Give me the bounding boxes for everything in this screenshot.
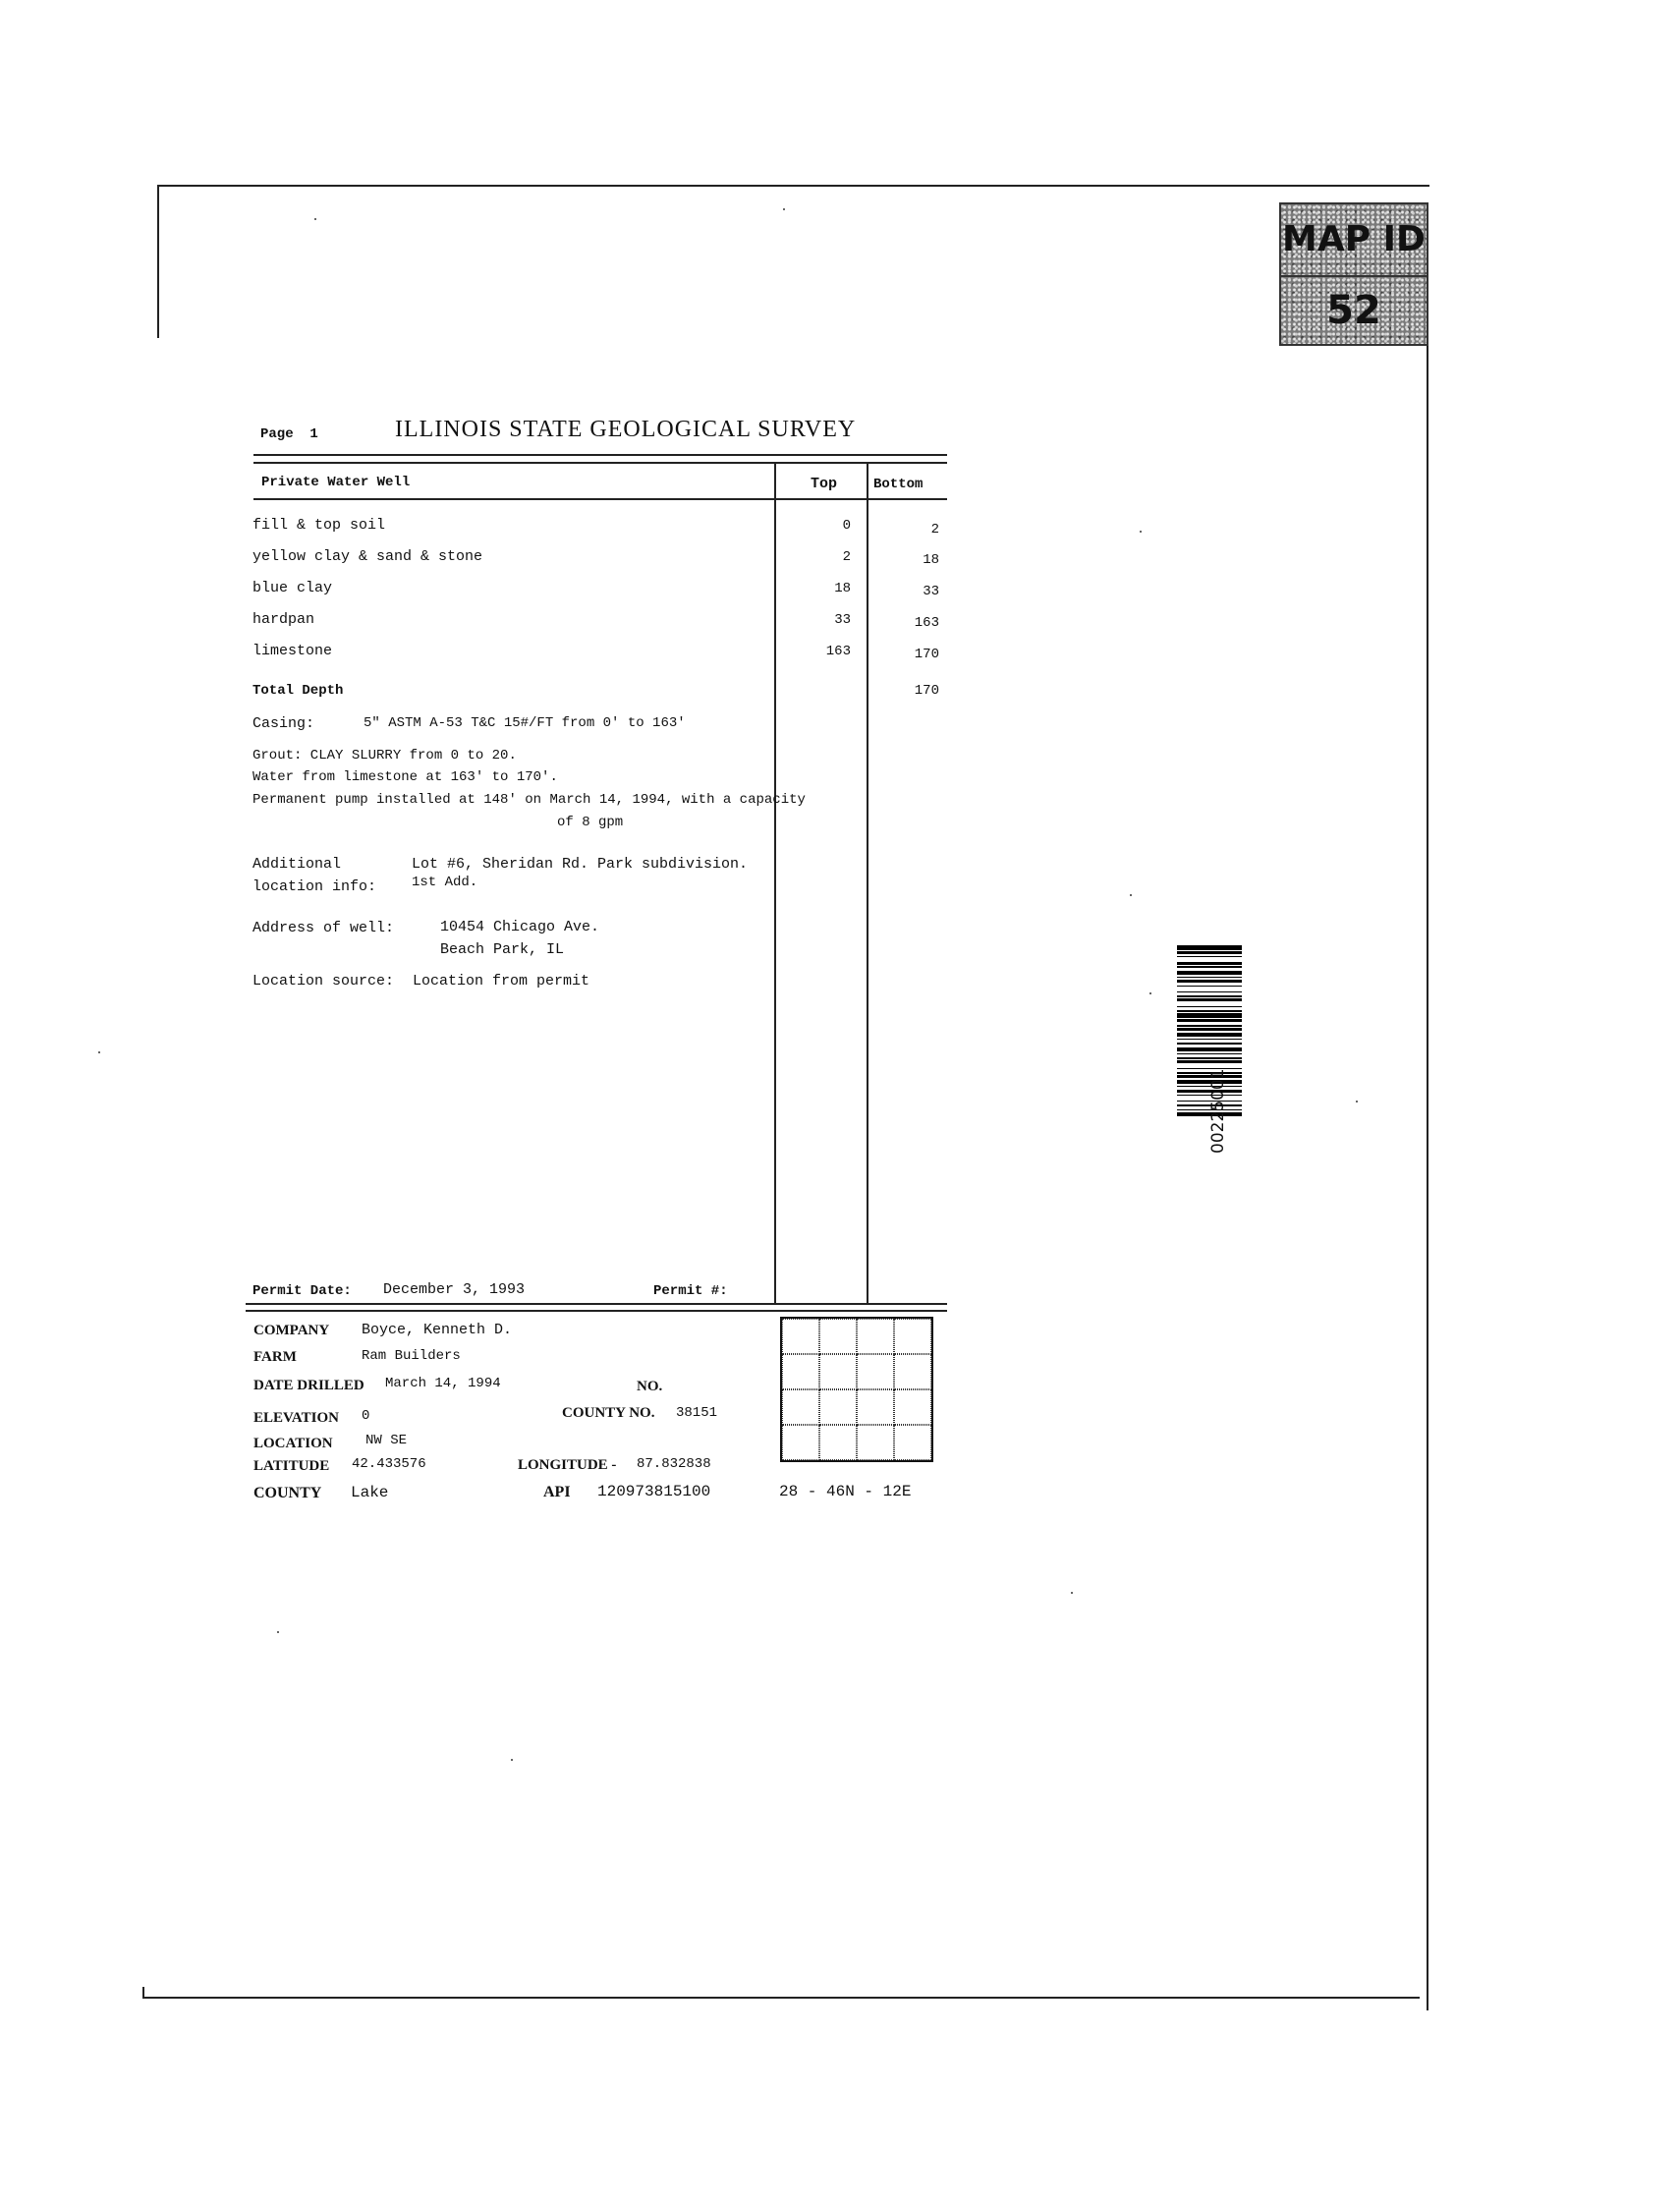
additional-info-label-1: Additional [252, 856, 342, 873]
lithology-row-bottom: 170 [914, 647, 939, 662]
scan-speck [783, 208, 785, 210]
county-no-label: COUNTY NO. [562, 1405, 655, 1421]
township-range: 28 - 46N - 12E [779, 1483, 912, 1500]
date-drilled-value: March 14, 1994 [385, 1376, 501, 1391]
grid-cell [819, 1319, 857, 1354]
map-id-number-stamp [1279, 275, 1428, 346]
casing-label: Casing: [252, 715, 315, 732]
grid-cell [782, 1389, 819, 1425]
grid-cell [782, 1425, 819, 1460]
longitude-value: 87.832838 [637, 1456, 711, 1472]
grid-cell [782, 1354, 819, 1389]
lithology-row-desc: blue clay [252, 580, 333, 596]
scan-speck [511, 1759, 513, 1761]
grid-cell [894, 1319, 931, 1354]
county-value: Lake [351, 1484, 389, 1501]
scan-speck [98, 1051, 100, 1053]
scan-speck [1140, 531, 1142, 533]
company-value: Boyce, Kenneth D. [362, 1322, 513, 1338]
location-label: LOCATION [253, 1436, 333, 1451]
lithology-row-bottom: 163 [914, 615, 939, 631]
permit-number-label: Permit #: [653, 1283, 728, 1299]
date-drilled-label: DATE DRILLED [253, 1378, 364, 1393]
latitude-value: 42.433576 [352, 1456, 426, 1472]
county-no-value: 38151 [676, 1405, 718, 1421]
address-line2: Beach Park, IL [440, 941, 565, 958]
lithology-row-top: 33 [834, 612, 851, 628]
column-header-description: Private Water Well [261, 475, 411, 490]
lithology-row-desc: yellow clay & sand & stone [252, 548, 483, 565]
header-rule [253, 498, 947, 500]
elevation-value: 0 [362, 1408, 370, 1424]
lithology-row-bottom: 18 [923, 552, 939, 568]
additional-info-label-2: location info: [252, 878, 377, 895]
section-grid [780, 1317, 933, 1462]
title-rule-2 [253, 462, 947, 464]
casing-value: 5" ASTM A-53 T&C 15#/FT from 0' to 163' [364, 715, 686, 731]
api-value: 120973815100 [597, 1483, 711, 1500]
page-label: Page 1 [260, 426, 318, 442]
lithology-row-bottom: 33 [923, 584, 939, 599]
barcode-number: 00225001 [1208, 1068, 1228, 1154]
scan-speck [1130, 894, 1132, 896]
address-line1: 10454 Chicago Ave. [440, 919, 600, 935]
page-number: 1 [309, 426, 318, 442]
column-header-bottom: Bottom [873, 477, 924, 492]
county-label: COUNTY [253, 1485, 322, 1501]
lithology-row-bottom: 2 [930, 522, 939, 537]
grid-cell [819, 1354, 857, 1389]
map-id-label: MAP ID [1282, 219, 1426, 259]
lithology-row-desc: hardpan [252, 611, 315, 628]
lithology-row-top: 18 [834, 581, 851, 596]
sheet-bottom-border [142, 1997, 1420, 1999]
title-rule-1 [253, 454, 947, 456]
grid-cell [857, 1354, 894, 1389]
scan-speck [314, 218, 316, 220]
grid-cell [857, 1425, 894, 1460]
location-source-value: Location from permit [413, 973, 590, 989]
total-depth-label: Total Depth [252, 683, 344, 699]
scan-speck [1356, 1101, 1358, 1102]
lithology-row-top: 0 [842, 518, 851, 534]
sheet-right-border [1427, 344, 1428, 2010]
grid-cell [782, 1319, 819, 1354]
grid-cell [857, 1389, 894, 1425]
permit-date-label: Permit Date: [252, 1283, 352, 1299]
grid-cell [894, 1354, 931, 1389]
additional-info-value-2: 1st Add. [412, 875, 478, 890]
map-id-stamp [1279, 202, 1428, 277]
grid-cell [819, 1425, 857, 1460]
sheet-bottom-left-tick [142, 1987, 144, 1999]
additional-info-value-1: Lot #6, Sheridan Rd. Park subdivision. [412, 856, 749, 873]
lithology-row-top: 2 [842, 549, 851, 565]
farm-label: FARM [253, 1349, 297, 1365]
grid-cell [857, 1319, 894, 1354]
scan-speck [1071, 1592, 1073, 1594]
scan-speck [1149, 992, 1151, 994]
no-label: NO. [637, 1379, 663, 1394]
address-label: Address of well: [252, 920, 395, 936]
sheet-left-border [157, 185, 159, 338]
location-source-label: Location source: [252, 973, 395, 989]
api-label: API [543, 1484, 571, 1500]
location-value: NW SE [365, 1433, 408, 1448]
latitude-label: LATITUDE [253, 1458, 330, 1474]
permit-rule-1 [246, 1303, 947, 1305]
map-id-number: 52 [1326, 288, 1381, 333]
lithology-row-desc: fill & top soil [252, 517, 386, 534]
lithology-row-desc: limestone [252, 643, 333, 659]
longitude-label: LONGITUDE - [518, 1457, 617, 1473]
permit-rule-2 [246, 1310, 947, 1312]
grid-cell [819, 1389, 857, 1425]
water-note: Water from limestone at 163' to 170'. [252, 769, 558, 785]
pump-note-line2: of 8 gpm [557, 815, 624, 830]
sheet-top-border [157, 185, 1429, 187]
pump-note-line1: Permanent pump installed at 148' on March 14, 1994, with a capacity [252, 792, 806, 808]
document-title: ILLINOIS STATE GEOLOGICAL SURVEY [395, 417, 857, 442]
grid-cell [894, 1389, 931, 1425]
company-label: COMPANY [253, 1323, 330, 1338]
grout-note: Grout: CLAY SLURRY from 0 to 20. [252, 748, 517, 763]
lithology-row-top: 163 [825, 644, 851, 659]
farm-value: Ram Builders [362, 1348, 461, 1364]
permit-date-value: December 3, 1993 [383, 1281, 526, 1298]
total-depth-value: 170 [914, 683, 939, 699]
grid-cell [894, 1425, 931, 1460]
column-header-top: Top [811, 476, 838, 492]
elevation-label: ELEVATION [253, 1410, 339, 1426]
scan-speck [277, 1631, 279, 1633]
